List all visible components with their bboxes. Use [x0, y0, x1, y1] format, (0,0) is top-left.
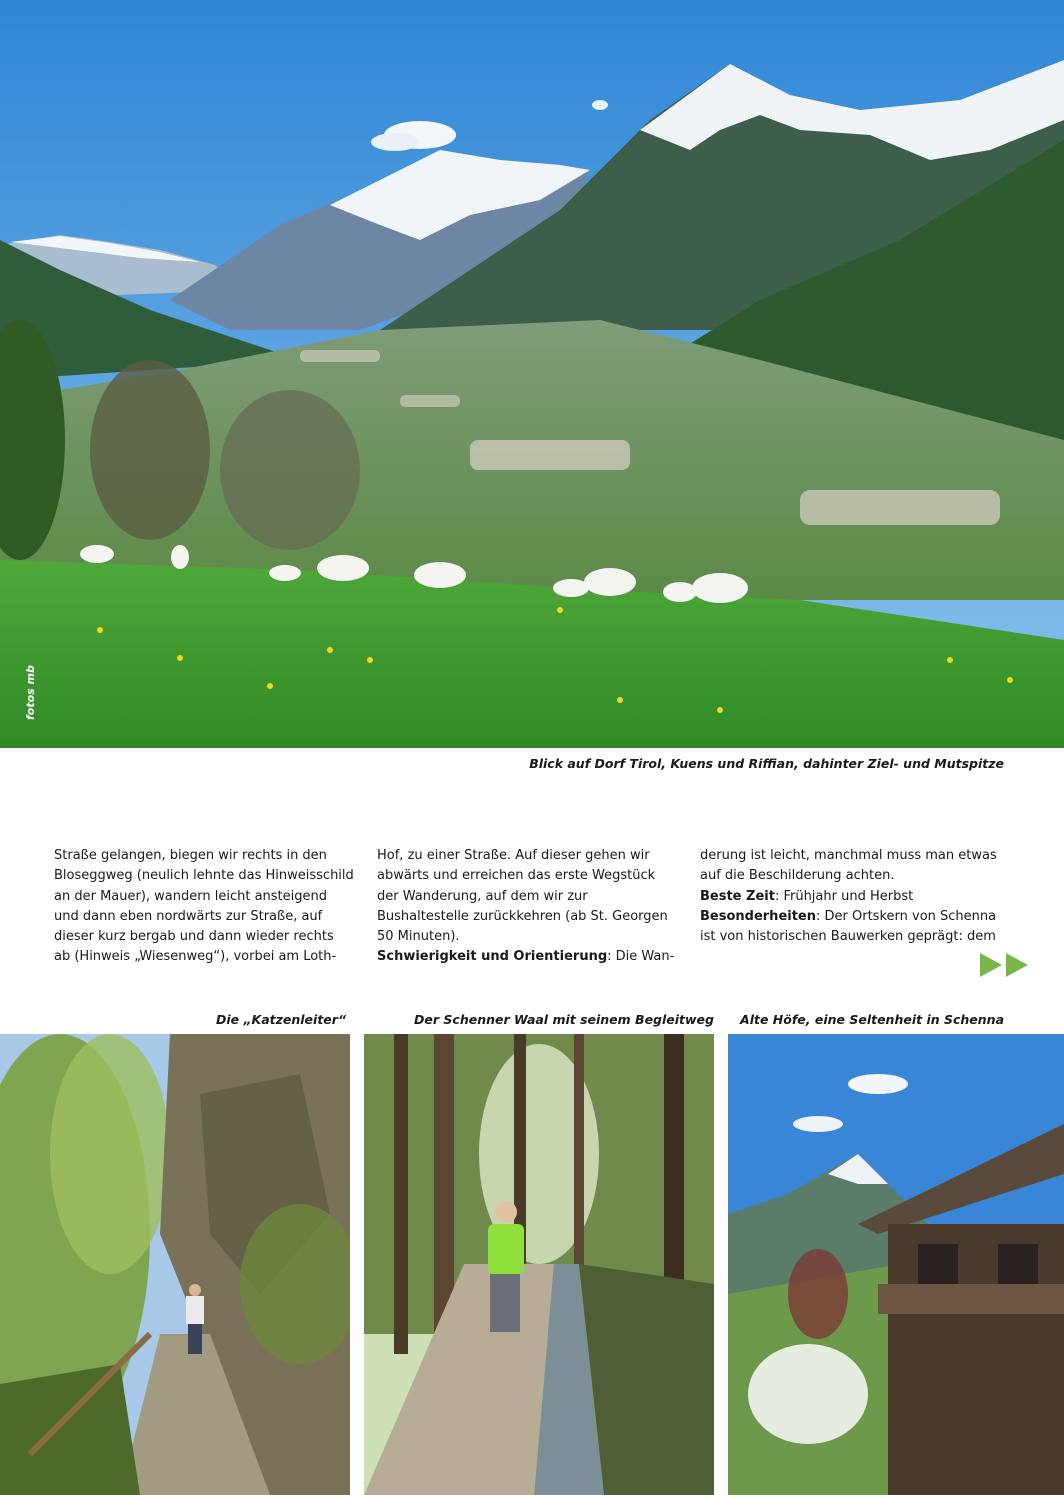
paragraph: Straße gelangen, biegen wir rechts in den Bloseggweg (neulich lehnte das Hinweisschild an der Mauer), wandern leicht ansteigend und dann eben nordwärts zur Straße, auf dieser kurz bergab und dann wieder rechts ab (Hinweis „Wiesenweg“), vorbei am Loth- [54, 848, 354, 965]
text-column-2 [377, 846, 677, 968]
double-play-arrow-icon [980, 953, 1030, 977]
paragraph: Besonderheiten: Der Ortskern von Schenna ist von historischen Bauwerken geprägt: dem [700, 908, 997, 945]
text-column-1 [54, 846, 354, 968]
photo-caption-1: Die „Katzenleiter“ [215, 1012, 346, 1027]
paragraph: Schwierigkeit und Orientierung: Die Wan- [377, 949, 675, 965]
paragraph: Hof, zu einer Straße. Auf dieser gehen wir abwärts und erreichen das erste Wegstück der Wanderung, auf dem wir zur Bushaltestelle zurückkehren (ab St. Georgen 50 Minuten). [377, 848, 668, 945]
photo-caption-2: Der Schenner Waal mit seinem Begleitweg [414, 1012, 714, 1027]
photo-alte-hoefe [728, 1034, 1064, 1495]
photo-credit: fotos mb [24, 665, 37, 720]
photo-caption-3: Alte Höfe, eine Seltenheit in Schenna [740, 1012, 1004, 1027]
hero-caption: Blick auf Dorf Tirol, Kuens und Riffian, dahinter Ziel- und Mutspitze [529, 756, 1004, 771]
photo-katzenleiter [0, 1034, 350, 1495]
text-column-3 [700, 846, 1000, 947]
paragraph: derung ist leicht, manchmal muss man etwas auf die Beschilderung achten. [700, 848, 997, 884]
paragraph: Beste Zeit: Frühjahr und Herbst [700, 888, 914, 904]
photo-schenner-waal [364, 1034, 714, 1495]
